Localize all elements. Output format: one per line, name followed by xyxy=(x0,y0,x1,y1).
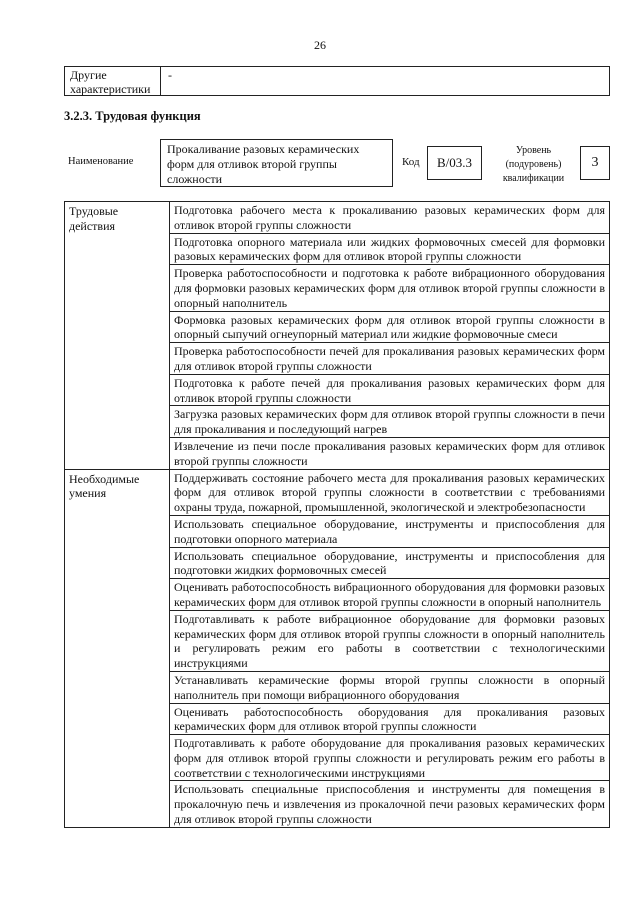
labor-action-row xyxy=(65,202,610,234)
required-skill-section-label: Необходимые умения xyxy=(65,469,170,827)
required-skill-item: Подготавливать к работе оборудование для прокаливания разовых керамических форм для отливок второй группы сложности и регулировать режим его работы в соответствии с технологическими инструкциями xyxy=(170,735,610,781)
qualification-level-value: 3 xyxy=(580,146,610,180)
other-characteristics-value: - xyxy=(168,68,172,82)
section-title: 3.2.3. Трудовая функция xyxy=(64,109,201,123)
labor-action-item: Подготовка рабочего места к прокаливанию разовых керамических форм для отливок второй группы сложности xyxy=(170,202,610,234)
code-value: В/03.3 xyxy=(427,146,482,180)
qualification-level-label: Уровень (подуровень) квалификации xyxy=(502,145,565,184)
function-name-label: Наименование xyxy=(68,156,134,167)
required-skill-item: Оценивать работоспособность вибрационного оборудования для формовки разовых керамических форм для отливок второй группы сложности в опорный наполнитель xyxy=(170,579,610,611)
labor-action-item: Подготовка к работе печей для прокаливания разовых керамических форм для отливок второй группы сложности xyxy=(170,374,610,406)
required-skill-item: Использовать специальное оборудование, инструменты и приспособления для подготовки жидких формовочных смесей xyxy=(170,547,610,579)
page-number: 26 xyxy=(314,38,326,52)
labor-action-item: Проверка работоспособности печей для прокаливания разовых керамических форм для отливок второй группы сложности xyxy=(170,343,610,375)
other-characteristics-table xyxy=(64,66,610,96)
required-skill-item: Поддерживать состояние рабочего места для прокаливания разовых керамических форм для отливок второй группы сложности в соответствии с требованиями охраны труда, пожарной, промышленной, экологической и электробезопасности xyxy=(170,469,610,515)
labor-function-table xyxy=(64,201,610,828)
required-skill-item: Устанавливать керамические формы второй группы сложности в опорный наполнитель при помощи вибрационного оборудования xyxy=(170,671,610,703)
labor-action-section-label: Трудовые действия xyxy=(65,202,170,470)
labor-action-item: Проверка работоспособности и подготовка к работе вибрационного оборудования для формовки разовых керамических форм для отливок второй группы сложности в опорный наполнитель xyxy=(170,265,610,311)
code-label: Код xyxy=(402,156,420,168)
labor-action-item: Загрузка разовых керамических форм для отливок второй группы сложности в печи для прокаливания и последующий нагрев xyxy=(170,406,610,438)
required-skill-item: Подготавливать к работе вибрационное оборудование для формовки разовых керамических форм для отливок второй группы сложности в опорный наполнитель и регулировать режим его работы в соответствии с технологическими инструкциями xyxy=(170,610,610,671)
labor-action-item: Формовка разовых керамических форм для отливок второй группы сложности в опорный сыпучий огнеупорный материал или жидкие формовочные смеси xyxy=(170,311,610,343)
labor-action-item: Подготовка опорного материала или жидких формовочных смесей для формовки разовых керамических форм для отливок второй группы сложности xyxy=(170,233,610,265)
required-skill-item: Использовать специальные приспособления и инструменты для помещения в прокалочную печь и извлечения из прокалочной печи разовых керамических форм для отливок второй группы сложности xyxy=(170,781,610,827)
required-skill-item: Использовать специальное оборудование, инструменты и приспособления для подготовки опорного материала xyxy=(170,515,610,547)
other-characteristics-label: Другие характеристики xyxy=(65,67,161,95)
required-skill-item: Оценивать работоспособность оборудования для прокаливания разовых керамических форм для отливок второй группы сложности xyxy=(170,703,610,735)
function-name-value: Прокаливание разовых керамических форм для отливок второй группы сложности xyxy=(160,139,393,187)
labor-action-item: Извлечение из печи после прокаливания разовых керамических форм для отливок второй группы сложности xyxy=(170,437,610,469)
required-skill-row xyxy=(65,469,610,515)
